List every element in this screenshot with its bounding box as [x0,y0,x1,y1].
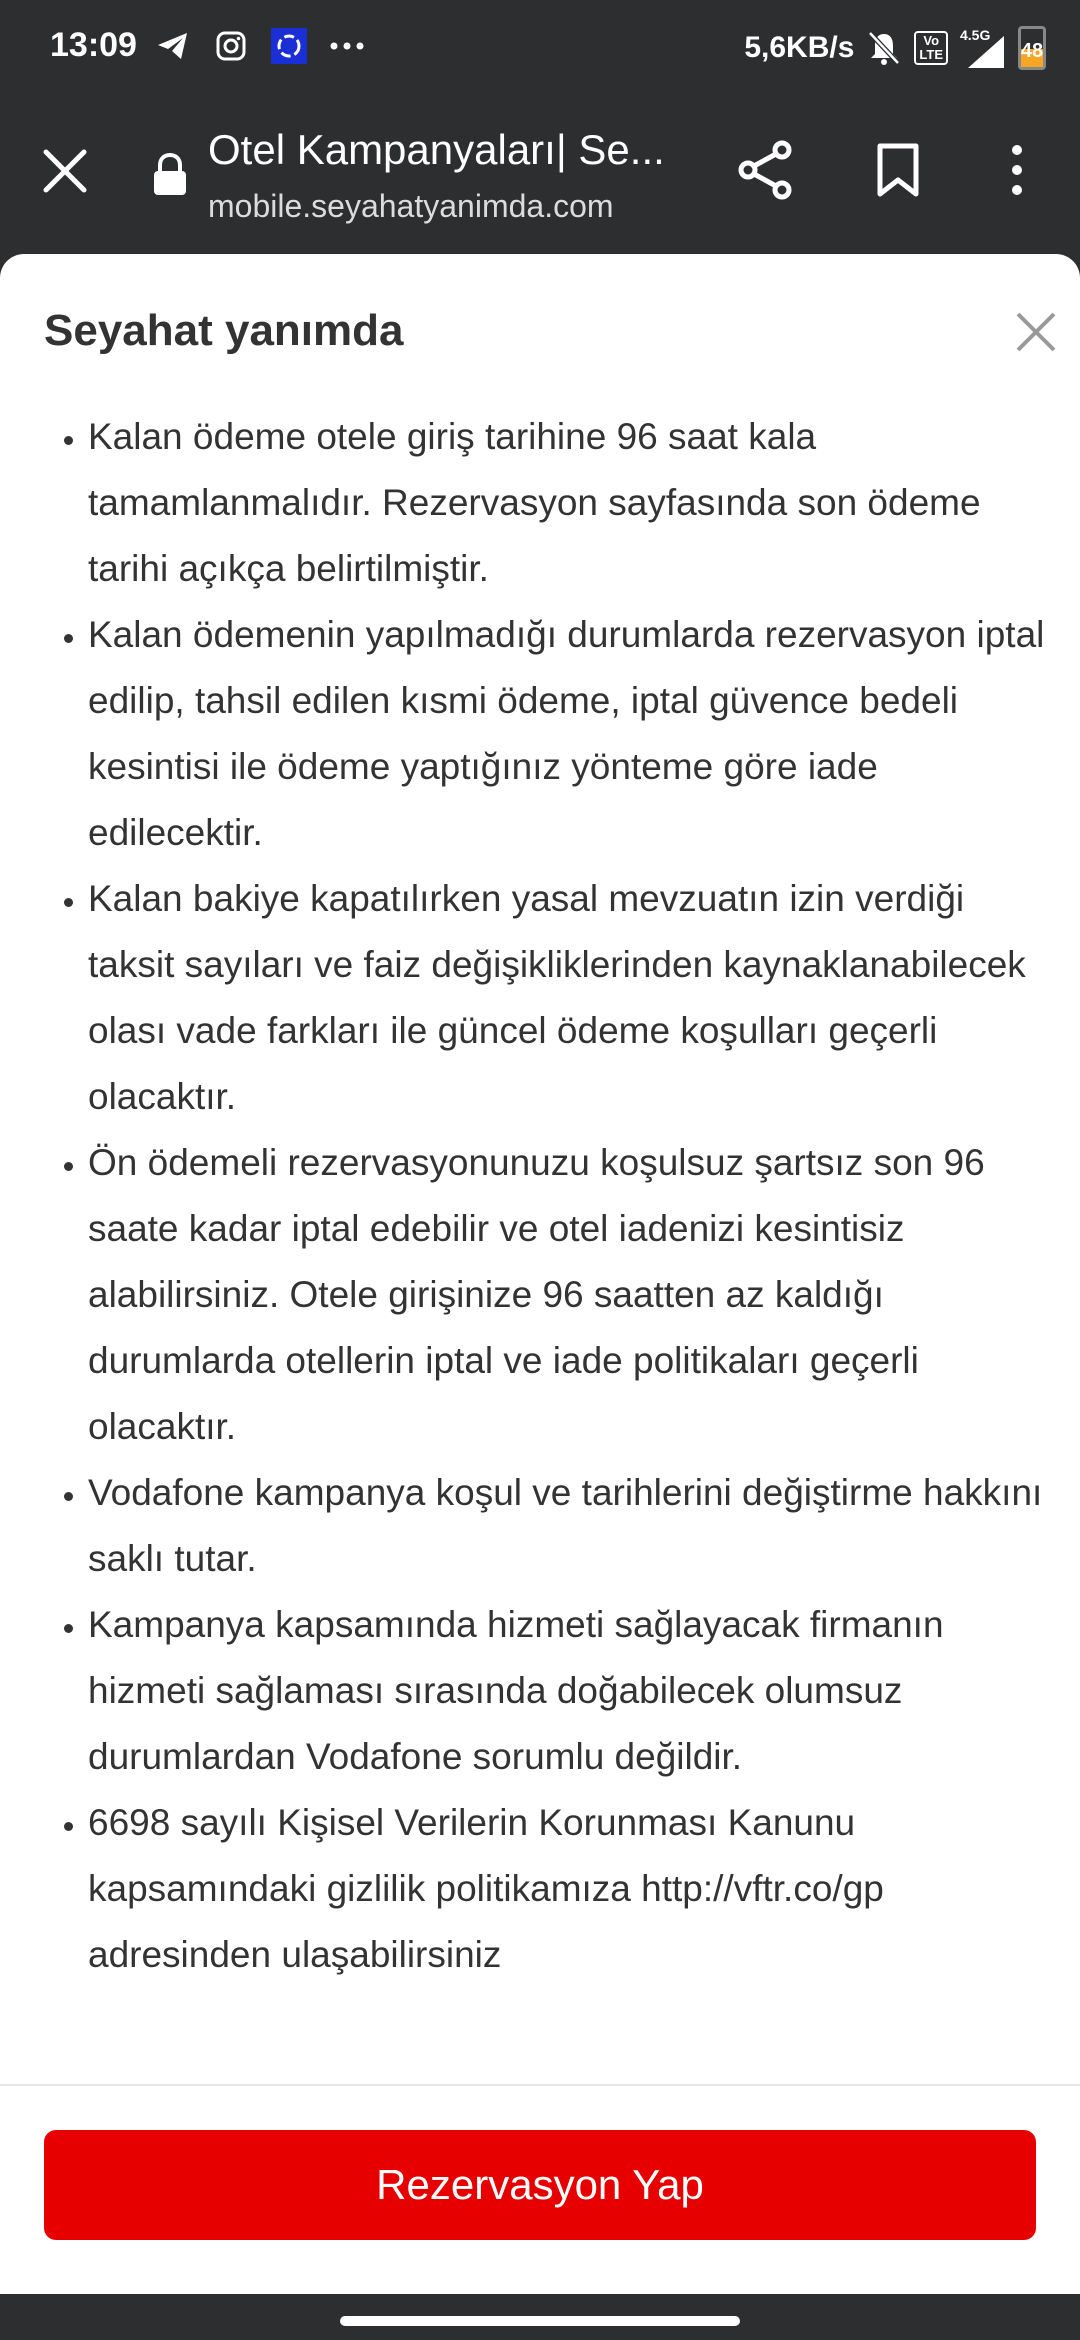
instagram-icon [213,28,249,64]
list-item: • 6698 sayılı Kişisel Verilerin Korunması Kanunu kapsamındaki gizlilik politikamıza http://vftr.co/gp adresinden ulaşabilirsiniz [88,1790,1060,1988]
network-speed: 5,6KB/s [744,31,855,64]
sheet-title: Seyahat yanımda [44,306,404,355]
terms-list [40,404,1060,1988]
list-item: • Kalan bakiye kapatılırken yasal mevzuatın izin verdiği taksit sayıları ve faiz değişikliklerinden kaynaklanabilecek olası vade farkları ile güncel ödeme koşulları geçerli olacaktır. [88,866,1060,1130]
more-dots-icon [329,28,365,64]
list-item: • Kampanya kapsamında hizmeti sağlayacak firmanın hizmeti sağlaması sırasında doğabilecek olumsuz durumlardan Vodafone sorumlu değildir. [88,1592,1060,1790]
terms-sheet [0,254,1080,2294]
status-left-icons [155,28,365,64]
page-url[interactable]: mobile.seyahatyanimda.com [208,188,614,224]
battery-icon [1018,26,1046,70]
telegram-icon [155,28,191,64]
list-item: • Kalan ödemenin yapılmadığı durumlarda rezervasyon iptal edilip, tahsil edilen kısmi ödeme, iptal güvence bedeli kesintisi ile ödeme yaptığınız yönteme göre iade edilecektir. [88,602,1060,866]
reservation-button[interactable]: Rezervasyon Yap [44,2130,1036,2240]
share-icon[interactable] [738,140,794,200]
list-item: • Kalan ödeme otele giriş tarihine 96 saat kala tamamlanmalıdır. Rezervasyon sayfasında son ödeme tarihi açıkça belirtilmiştir. [88,404,1060,602]
close-tab-icon[interactable] [38,144,92,198]
lock-icon [150,152,190,196]
list-item: • Vodafone kampanya koşul ve tarihlerini değiştirme hakkını saklı tutar. [88,1460,1060,1592]
more-menu-icon[interactable] [1000,142,1034,198]
navigation-bar [0,2294,1080,2340]
battery-level: 48 [1020,40,1044,62]
status-time: 13:09 [50,26,137,64]
signal-icon [960,28,1006,68]
home-gesture-handle[interactable] [340,2316,740,2326]
network-type: 4.5G [960,27,991,43]
app-icon [271,28,307,64]
status-right [744,26,1046,70]
status-bar [0,0,1080,96]
close-icon[interactable] [1014,310,1058,354]
mute-bell-icon [866,30,902,66]
browser-toolbar [0,96,1080,256]
list-item: • Ön ödemeli rezervasyonunuzu koşulsuz şartsız son 96 saate kadar iptal edebilir ve otel iadenizi kesintisiz alabilirsiniz. Otele girişinize 96 saatten az kaldığı durumlarda otellerin iptal ve iade politikaları geçerli olacaktır. [88,1130,1060,1460]
volte-icon: Vo LTE [914,31,948,65]
bookmark-icon[interactable] [876,142,920,198]
page-title[interactable]: Otel Kampanyaları| Se... [208,126,665,173]
divider [0,2084,1080,2086]
